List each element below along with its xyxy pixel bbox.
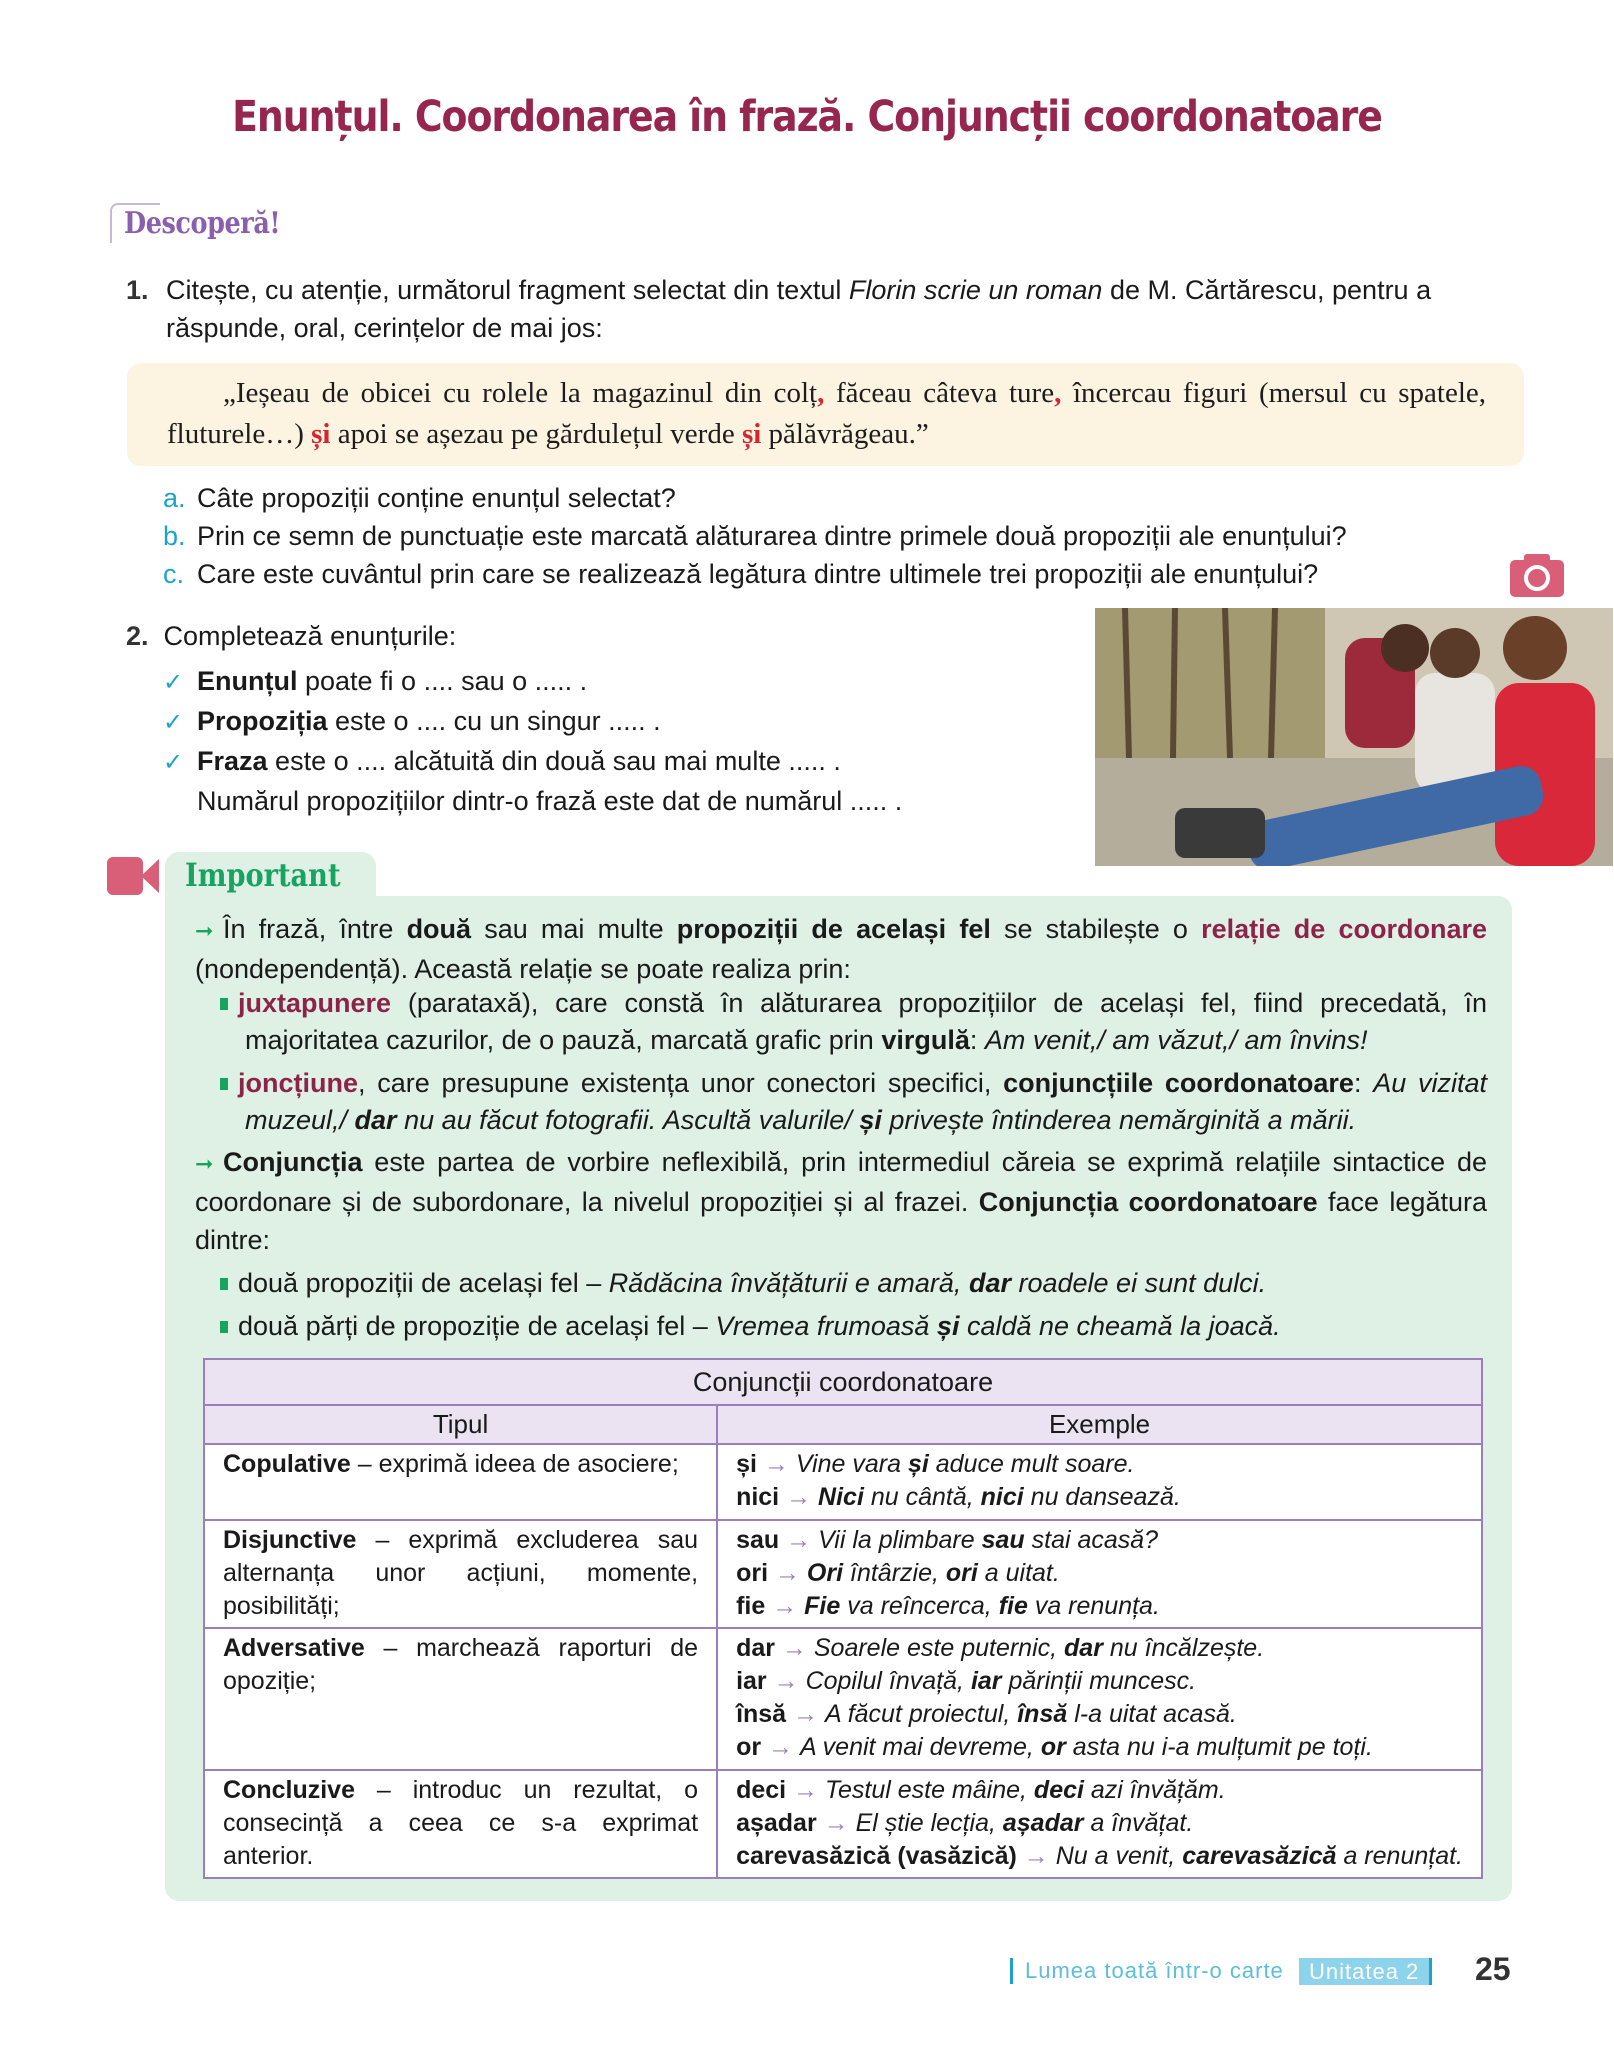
highlight-si: și (311, 418, 331, 450)
list-item: ✓ Propoziția este o .... cu un singur ..... . (163, 702, 902, 742)
footer-unit-badge: Unitatea 2 (1299, 1958, 1432, 1985)
check-icon: ✓ (163, 749, 184, 776)
table-row: Disjunctive – exprimă excluderea sau alternanța unor acțiuni, momente, posibilități; sau → Vii la plimbare sau stai acasă? ori → Ori întârzie, ori a uitat. fie → Fie va reîncerca, fie va renunța. (204, 1520, 1482, 1628)
list-item: două propoziții de același fel – Rădăcina învățăturii e amară, dar roadele ei sunt dulci. (220, 1265, 1487, 1302)
bullet-icon (220, 998, 228, 1010)
exercise-2: 2. Completează enunțurile: (126, 621, 457, 651)
work-title: Florin scrie un roman (848, 275, 1103, 305)
question-c: c. Care este cuvântul prin care se realizează legătura dintre ultimele trei propoziții ale enunțului? (163, 559, 1319, 589)
check-icon: ✓ (163, 709, 184, 736)
list-item: ✓ Fraza este o .... alcătuită din două sau mai multe ..... . (163, 742, 902, 782)
footer-divider (1010, 1958, 1013, 1984)
list-item-juxtapunere: juxtapunere (parataxă), care constă în alăturarea propozițiilor de același fel, fiind precedată, în majoritatea cazurilor, de o pauză, marcată grafic prin virgulă: Am venit,/ am văzut,/ am învins! (220, 985, 1487, 1059)
footer-book-title: Lumea toată într-o carte (1025, 1958, 1284, 1983)
exercise-1-instruction: Citește, cu atenție, următorul fragment selectat din textul Florin scrie un roman de M. Cărtărescu, pentru a răspunde, oral, cerințelor de mai jos: (166, 275, 1432, 343)
column-header-tipul: Tipul (204, 1405, 717, 1444)
page-title: Enunțul. Coordonarea în frază. Conjuncții coordonatoare (232, 92, 1382, 142)
exercise-1 (126, 271, 1516, 347)
table-row: Copulative – exprimă ideea de asociere; și → Vine vara și aduce mult soare. nici → Nici nu cântă, nici nu dansează. (204, 1444, 1482, 1520)
highlight-si: și (741, 418, 762, 450)
exercise-number: 1. (126, 275, 149, 305)
arrow-icon: ➞ (195, 918, 214, 943)
photo-teenagers (1095, 608, 1613, 866)
quote-fragment: „Ieșeau de obicei cu rolele la magazinul din colț, făceau câteva ture, încercau figuri (mersul cu spatele, fluturele…) și apoi se așezau pe gărdulețul verde și pălăvrăgeau.” (127, 363, 1524, 466)
important-paragraph-1: ➞ În frază, între două sau mai multe propoziții de același fel se stabilește o relație de coordonare (nondependență). Această relație se poate realiza prin: (195, 914, 1487, 984)
important-label: Important (185, 856, 341, 894)
relation-types-list (220, 985, 1487, 1145)
check-icon: ✓ (163, 669, 184, 696)
table-row: Adversative – marchează raporturi de opoziție; dar → Soarele este puternic, dar nu încălzește. iar → Copilul învață, iar părinții muncesc. însă → A făcut proiectul, însă l-a uitat acasă. or → A venit mai devreme, or asta nu i-a mulțumit pe toți. (204, 1628, 1482, 1770)
bullet-icon (220, 1278, 228, 1290)
column-header-exemple: Exemple (717, 1405, 1482, 1444)
table-row: Concluzive – introduc un rezultat, o consecință a ceea ce s-a exprimat anterior. deci → Testul este mâine, deci azi învățăm. așadar → El știe lecția, așadar a învățat. carevasăzică (vasăzică) → Nu a venit, carevasăzică a renunțat. (204, 1770, 1482, 1878)
table-caption: Conjuncții coordonatoare (204, 1359, 1482, 1405)
question-a: a. Câte propoziții conține enunțul selectat? (163, 483, 676, 513)
linkage-list (220, 1265, 1487, 1351)
section-label-descopera: Descoperă! (124, 206, 281, 241)
fill-in-list (163, 662, 902, 821)
list-item-continuation: Numărul propozițiilor dintr-o frază este dat de numărul ..... . (197, 786, 903, 816)
camera-icon (1509, 550, 1565, 598)
bullet-icon (220, 1321, 228, 1333)
important-paragraph-2: ➞ Conjuncția este partea de vorbire neflexibilă, prin intermediul căreia se exprimă relațiile sintactice de coordonare și de subordonare, la nivelul propoziției și al frazei. Conjuncția coordonatoare face legătura dintre: (195, 1147, 1487, 1255)
list-item: două părți de propoziție de același fel – Vremea frumoasă și caldă ne cheamă la joacă. (220, 1308, 1487, 1345)
bullet-icon (220, 1078, 228, 1090)
list-item-jonctiune: joncțiune, care presupune existența unor conectori specifici, conjuncțiile coordonatoare: Au vizitat muzeul,/ dar nu au făcut fotografii. Ascultă valurile/ și privește întinderea nemărginită a mării. (220, 1065, 1487, 1139)
page-number: 25 (1475, 1951, 1511, 1987)
arrow-icon: ➞ (195, 1151, 214, 1176)
list-item: ✓ Enunțul poate fi o .... sau o ..... . (163, 662, 902, 702)
question-b: b. Prin ce semn de punctuație este marcată alăturarea dintre primele două propoziții ale enunțului? (163, 521, 1347, 551)
conjunctions-table (203, 1358, 1483, 1879)
video-camera-icon (107, 855, 159, 897)
